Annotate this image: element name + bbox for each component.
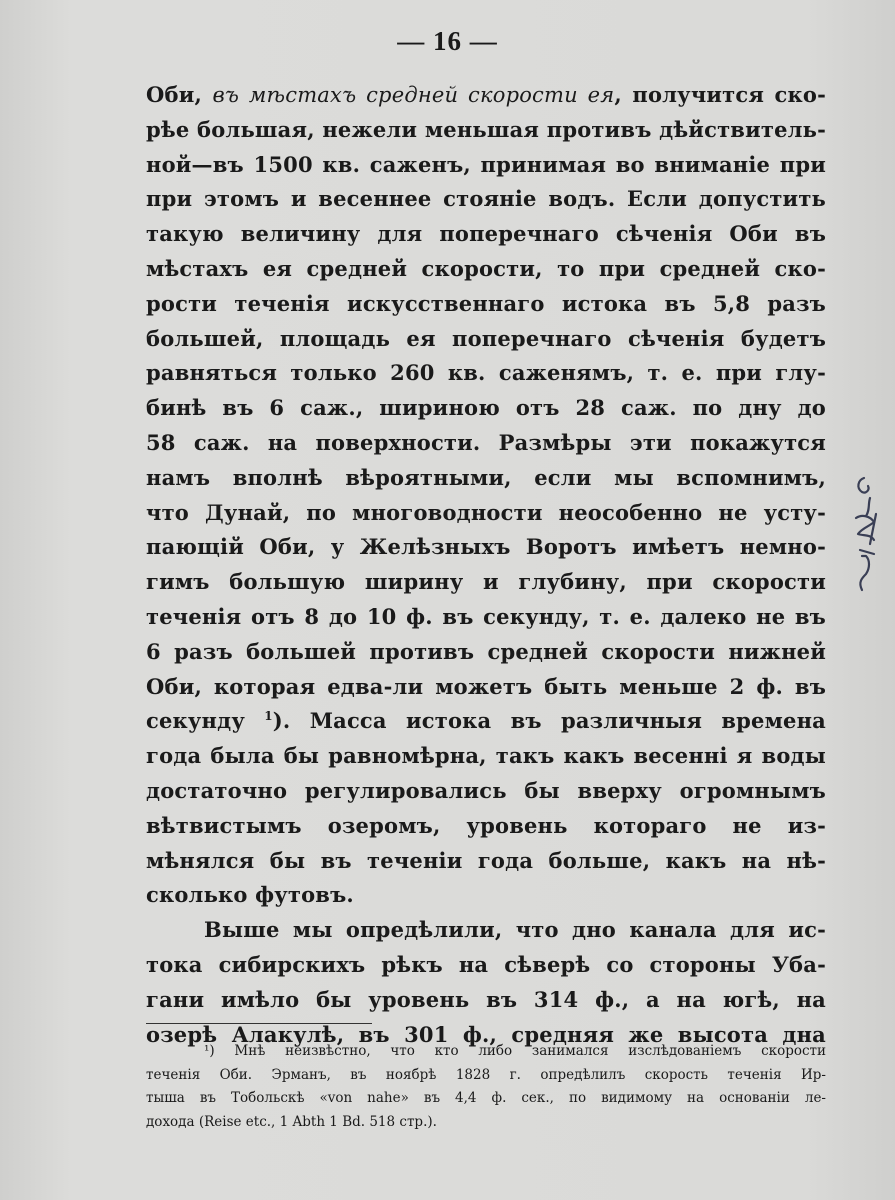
handwritten-pencil-mark-icon — [840, 470, 890, 600]
text-span: достаточно регулировались бы вверху огромнымъ — [146, 777, 826, 803]
footnote — [146, 1040, 826, 1134]
text-span: ной—въ 1500 кв. саженъ, принимая во вниманіе при — [146, 151, 826, 177]
text-line — [146, 322, 826, 357]
text-line — [146, 600, 826, 635]
text-line — [146, 704, 826, 739]
text-line — [146, 844, 826, 879]
text-span: мѣстахъ ея средней скорости, то при средней ско- — [146, 255, 826, 281]
text-line — [146, 635, 826, 670]
text-span: гимъ большую ширину и глубину, при скорости — [146, 569, 826, 595]
text-span: озерѣ Алакулѣ, въ 301 ф., средняя же высота дна — [146, 1021, 826, 1047]
text-span: 58 саж. на поверхности. Размѣры эти покажутся — [146, 429, 826, 455]
text-span: Оби, которая едва-ли можетъ быть меньше 2 ф. въ — [146, 673, 826, 699]
text-line — [146, 913, 826, 948]
text-line — [146, 496, 826, 531]
text-span: пающій Оби, у Желѣзныхъ Воротъ имѣетъ немно- — [146, 534, 826, 560]
text-span: такую величину для поперечнаго сѣченія Оби въ — [146, 221, 826, 247]
text-span: гани имѣло бы уровень въ 314 ф., а на югѣ, на — [146, 986, 826, 1012]
text-line — [146, 809, 826, 844]
text-line — [146, 217, 826, 252]
text-span: рѣе большая, нежели меньшая противъ дѣйствитель- — [146, 116, 826, 142]
text-span: въ мѣстахъ средней скорости ея — [212, 83, 615, 107]
text-line — [146, 878, 826, 913]
text-span: намъ вполнѣ вѣроятными, если мы вспомнимъ, — [146, 464, 826, 490]
text-line — [146, 391, 826, 426]
text-span: года была бы равномѣрна, такъ какъ весенні я воды — [146, 743, 826, 769]
text-span: большей, площадь ея поперечнаго сѣченія будетъ — [146, 325, 826, 351]
text-line — [146, 113, 826, 148]
text-line — [146, 78, 826, 113]
text-span: бинѣ въ 6 саж., шириною отъ 28 саж. по дну до — [146, 395, 826, 421]
text-span: 6 разъ большей противъ средней скорости нижней — [146, 638, 826, 664]
text-line — [146, 148, 826, 183]
text-line — [146, 182, 826, 217]
body-text — [146, 78, 826, 1052]
footnote-line: ¹) Мнѣ неизвѣстно, что кто либо занимался изслѣдованіемъ скорости — [204, 1043, 826, 1059]
text-span: теченія отъ 8 до 10 ф. въ секунду, т. е. далеко не въ — [146, 603, 826, 629]
text-span: что Дунай, по многоводности неособенно не усту- — [146, 499, 826, 525]
text-span: Оби, — [146, 82, 213, 107]
text-line — [146, 948, 826, 983]
text-span: равняться только 260 кв. саженямъ, т. е. при глу- — [146, 360, 826, 386]
margin-pencil-mark — [840, 470, 890, 600]
text-span: при этомъ и весеннее стояніе водъ. Если допустить — [146, 186, 826, 212]
page-number: — 16 — — [397, 26, 498, 56]
text-line — [146, 356, 826, 391]
text-line — [146, 670, 826, 705]
footnote-line: дохода (Reise etc., 1 Abth 1 Bd. 518 стр.). — [146, 1113, 437, 1130]
text-span: вѣтвистымъ озеромъ, уровень котораго не из- — [146, 812, 826, 838]
text-span: рости теченія искусственнаго истока въ 5,8 разъ — [146, 290, 826, 316]
footnote-line: теченія Оби. Эрманъ, въ ноябрѣ 1828 г. опредѣлилъ скорость теченія Ир- — [146, 1066, 826, 1083]
text-span: ). Масса истока въ различныя времена — [272, 708, 826, 734]
text-span: Выше мы опредѣлили, что дно канала для ис- — [204, 917, 826, 943]
text-line — [146, 774, 826, 809]
text-line — [146, 426, 826, 461]
text-line — [146, 739, 826, 774]
text-span: мѣнялся бы въ теченіи года больше, какъ на нѣ- — [146, 847, 826, 873]
text-span: сколько футовъ. — [146, 882, 354, 908]
footnote-rule — [146, 1023, 372, 1024]
text-line — [146, 983, 826, 1018]
text-line — [146, 530, 826, 565]
text-line — [146, 461, 826, 496]
text-line — [146, 565, 826, 600]
text-span: , получится ско- — [614, 82, 827, 107]
footnote-marker: 1 — [264, 709, 273, 724]
text-line — [146, 252, 826, 287]
text-span: секунду — [146, 708, 265, 734]
text-line — [146, 287, 826, 322]
footnote-line: тыша въ Тобольскѣ «von nahe» въ 4,4 ф. сек., по видимому на основаніи ле- — [146, 1090, 826, 1106]
text-span: тока сибирскихъ рѣкъ на сѣверѣ со стороны Уба- — [146, 951, 826, 977]
